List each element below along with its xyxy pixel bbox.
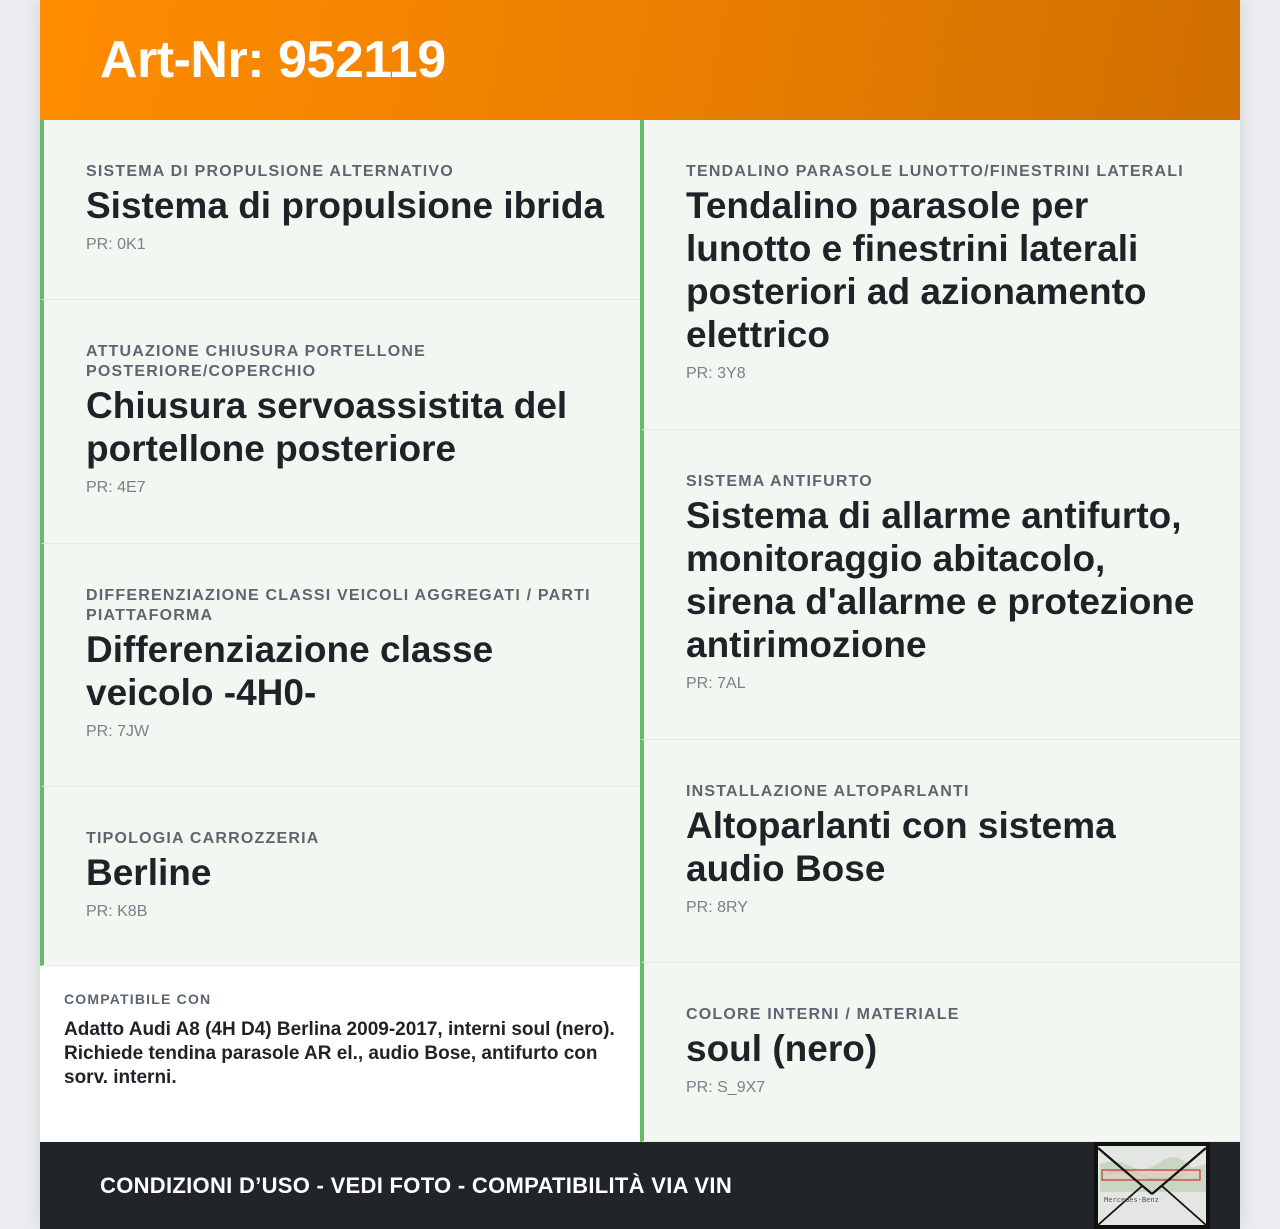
spec-column-right	[640, 120, 1240, 1142]
pr-code: PR: 3Y8	[686, 365, 746, 382]
spec-category: INSTALLAZIONE ALTOPARLANTI	[686, 783, 970, 800]
spec-card	[40, 300, 640, 544]
footer-links[interactable]: CONDIZIONI D’USO - VEDI FOTO - COMPATIBILITÀ VIA VIN	[100, 1172, 733, 1198]
envelope-stamp-graphic	[1096, 1144, 1208, 1227]
spec-category: DIFFERENZIAZIONE CLASSI VEICOLI AGGREGATI / PARTI PIATTAFORMA	[86, 587, 591, 624]
pr-code: PR: 4E7	[86, 479, 146, 496]
header-bar	[40, 0, 1240, 120]
spec-category: COLORE INTERNI / MATERIALE	[686, 1006, 960, 1023]
compatibility-label: COMPATIBILE CON	[64, 991, 212, 1007]
spec-value: Tendalino parasole per lunotto e finestrini laterali posteriori ad azionamento elettrico	[686, 185, 1147, 355]
spec-value: Berline	[86, 852, 212, 893]
spec-card	[640, 740, 1240, 963]
pr-code: PR: 7AL	[686, 675, 746, 692]
spec-category: SISTEMA DI PROPULSIONE ALTERNATIVO	[86, 163, 454, 180]
article-number-title: Art-Nr: 952119	[100, 31, 446, 89]
spec-card	[40, 787, 640, 966]
spec-card	[40, 120, 640, 300]
spec-value: Differenziazione classe veicolo -4H0-	[86, 629, 494, 713]
spec-category: TENDALINO PARASOLE LUNOTTO/FINESTRINI LATERALI	[686, 163, 1184, 180]
spec-category: ATTUAZIONE CHIUSURA PORTELLONE POSTERIORE/COPERCHIO	[86, 343, 426, 380]
stamp-text: Mercedes-Benz	[1104, 1196, 1159, 1204]
spec-card	[640, 430, 1240, 740]
spec-value: Sistema di propulsione ibrida	[86, 185, 605, 226]
spec-grid	[40, 120, 1240, 1142]
spec-value: soul (nero)	[686, 1028, 878, 1069]
spec-card	[640, 963, 1240, 1142]
spec-card	[640, 120, 1240, 430]
spec-value: Sistema di allarme antifurto, monitoraggio abitacolo, sirena d'allarme e protezione antirimozione	[686, 495, 1195, 665]
pr-code: PR: 8RY	[686, 899, 748, 916]
spec-category: SISTEMA ANTIFURTO	[686, 473, 873, 490]
spec-category: TIPOLOGIA CARROZZERIA	[86, 830, 320, 847]
pr-code: PR: 0K1	[86, 236, 146, 253]
envelope-icon[interactable]	[1094, 1142, 1210, 1229]
pr-code: PR: 7JW	[86, 723, 150, 740]
spec-column-left	[40, 120, 640, 1142]
pr-code: PR: K8B	[86, 903, 148, 920]
compatibility-box	[40, 966, 640, 1142]
spec-card	[40, 544, 640, 787]
product-page	[40, 0, 1240, 1229]
footer-bar	[40, 1142, 1240, 1229]
pr-code: PR: S_9X7	[686, 1079, 766, 1096]
spec-value: Altoparlanti con sistema audio Bose	[686, 805, 1116, 889]
spec-value: Chiusura servoassistita del portellone posteriore	[86, 385, 568, 469]
compatibility-text: Adatto Audi A8 (4H D4) Berlina 2009-2017, interni soul (nero). Richiede tendina parasole AR el., audio Bose, antifurto con sorv. interni.	[64, 1019, 615, 1088]
